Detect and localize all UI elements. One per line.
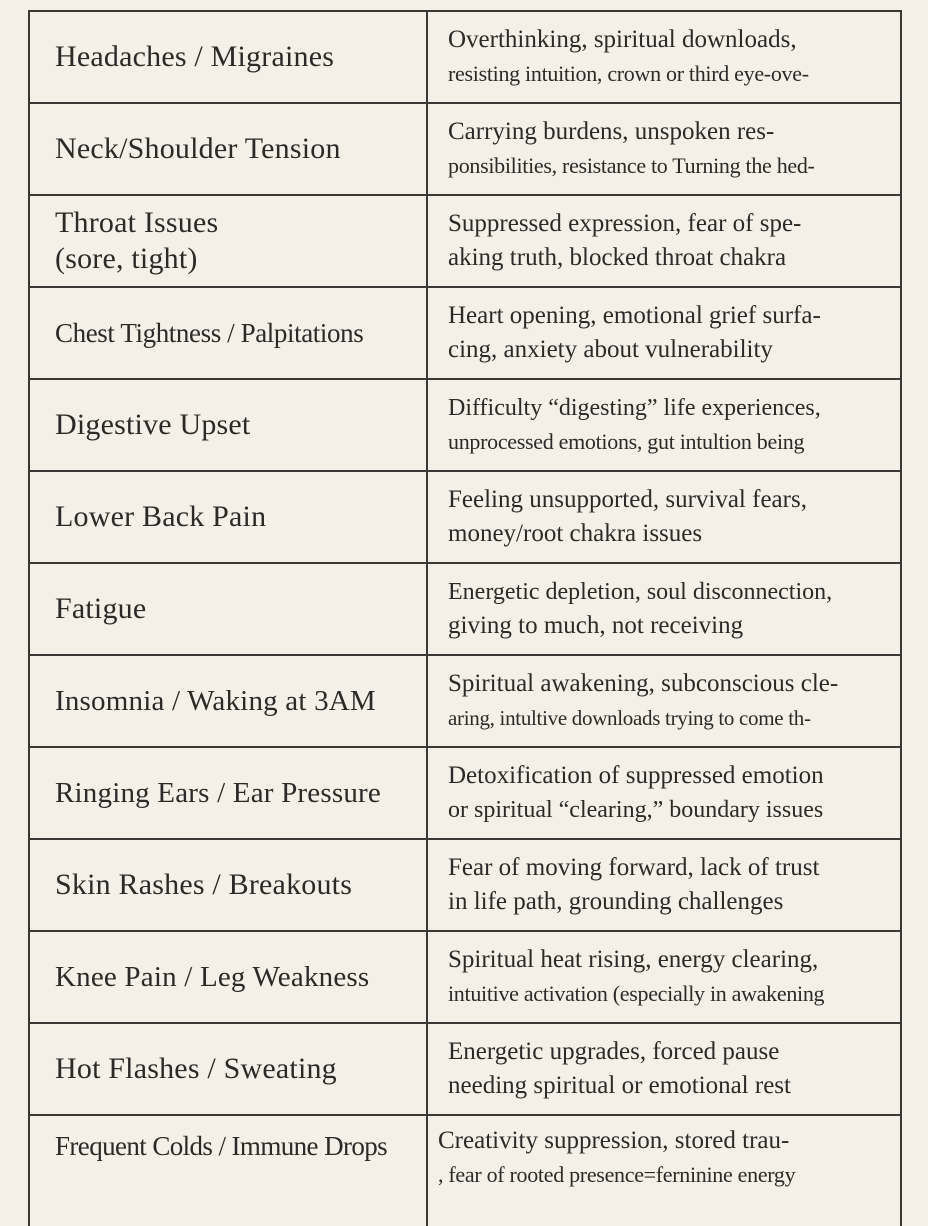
meaning-line: aring, intultive downloads trying to come th- (448, 706, 811, 730)
meaning-cell (428, 564, 900, 654)
meaning-line: Heart opening, emotional grief surfa- (448, 302, 821, 329)
symptom-cell: Knee Pain / Leg Weakness (30, 932, 428, 1022)
table-row (30, 472, 900, 564)
table-row (30, 840, 900, 932)
symptom-cell: Lower Back Pain (30, 472, 428, 562)
meaning-line: Detoxification of suppressed emotion (448, 762, 824, 789)
meaning-line: in life path, grounding challenges (448, 888, 784, 915)
meaning-cell (428, 380, 900, 470)
meaning-line: intuitive activation (especially in awakening (448, 981, 825, 1006)
meaning-line: Suppressed expression, fear of spe- (448, 210, 802, 237)
symptom-cell: Insomnia / Waking at 3AM (30, 656, 428, 746)
meaning-line: Spiritual awakening, subconscious cle- (448, 670, 839, 697)
meaning-line: Feeling unsupported, survival fears, (448, 486, 807, 513)
symptom-cell: Digestive Upset (30, 380, 428, 470)
meaning-line: money/root chakra issues (448, 520, 703, 547)
table-row (30, 104, 900, 196)
symptom-cell: Chest Tightness / Palpitations (30, 288, 428, 378)
meaning-line: Difficulty “digesting” life experiences, (448, 395, 821, 421)
table-row (30, 656, 900, 748)
meaning-line: aking truth, blocked throat chakra (448, 244, 787, 271)
meaning-line: or spiritual “clearing,” boundary issues (448, 797, 824, 823)
table-row (30, 196, 900, 288)
meaning-line: giving to much, not receiving (448, 612, 744, 639)
symptom-meaning-table (28, 10, 902, 1226)
meaning-cell (428, 656, 900, 746)
meaning-line: ponsibilities, resistance to Turning the hed- (448, 153, 815, 178)
meaning-cell (428, 1116, 900, 1226)
symptom-cell: Fatigue (30, 564, 428, 654)
symptom-cell: Skin Rashes / Breakouts (30, 840, 428, 930)
meaning-cell (428, 840, 900, 930)
meaning-cell (428, 932, 900, 1022)
meaning-line: Energetic depletion, soul disconnection, (448, 579, 833, 605)
meaning-line: Spiritual heat rising, energy clearing, (448, 946, 819, 973)
table-row (30, 1024, 900, 1116)
table-row (30, 932, 900, 1024)
meaning-line: unprocessed emotions, gut intultion being (448, 429, 805, 454)
meaning-line: cing, anxiety about vulnerability (448, 336, 773, 363)
symptom-cell: Hot Flashes / Sweating (30, 1024, 428, 1114)
meaning-line: Overthinking, spiritual downloads, (448, 26, 797, 53)
symptom-cell: Throat Issues (sore, tight) (30, 196, 428, 286)
table-row (30, 12, 900, 104)
meaning-line: Carrying burdens, unspoken res- (448, 118, 775, 145)
meaning-cell (428, 12, 900, 102)
meaning-cell (428, 288, 900, 378)
table-row (30, 380, 900, 472)
symptom-cell: Frequent Colds / Immune Drops (30, 1116, 428, 1226)
symptom-cell: Headaches / Migraines (30, 12, 428, 102)
table-row (30, 564, 900, 656)
meaning-line: resisting intuition, crown or third eye-ove- (448, 61, 809, 86)
meaning-cell (428, 472, 900, 562)
table-row (30, 288, 900, 380)
meaning-line: needing spiritual or emotional rest (448, 1072, 791, 1099)
meaning-cell (428, 104, 900, 194)
meaning-cell (428, 196, 900, 286)
meaning-line: Creativity suppression, stored trau- (438, 1127, 790, 1154)
meaning-line: Fear of moving forward, lack of trust (448, 854, 820, 881)
meaning-cell (428, 1024, 900, 1114)
meaning-cell (428, 748, 900, 838)
symptom-cell: Ringing Ears / Ear Pressure (30, 748, 428, 838)
meaning-line: Energetic upgrades, forced pause (448, 1038, 780, 1065)
table-row (30, 1116, 900, 1226)
symptom-cell: Neck/Shoulder Tension (30, 104, 428, 194)
table-row (30, 748, 900, 840)
meaning-line: , fear of rooted presence=ferninine energy (438, 1162, 796, 1187)
